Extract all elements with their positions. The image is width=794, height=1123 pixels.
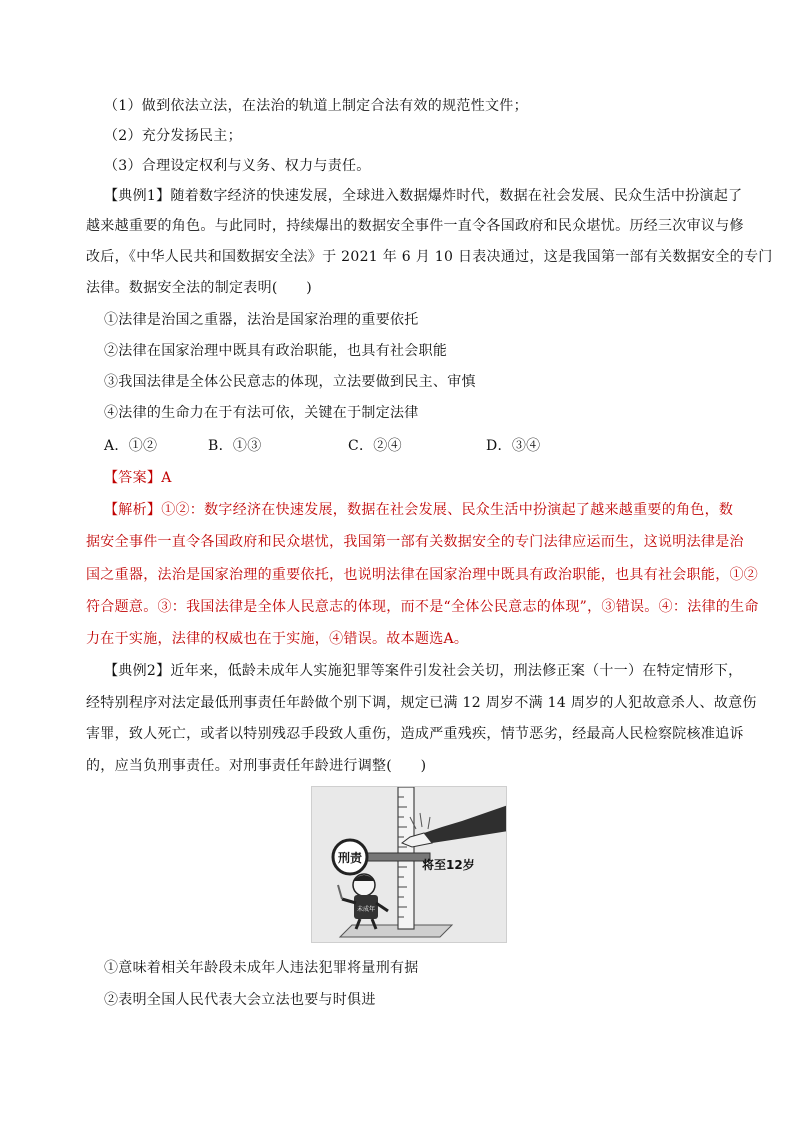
- intro-point-1: （1）做到依法立法，在法治的轨道上制定合法有效的规范性文件；: [104, 98, 528, 114]
- example2-stem-line-3: 害罪，致人死亡，或者以特别残忍手段致人重伤，造成严重残疾，情节恶劣，经最高人民检察院核准追诉: [86, 726, 744, 742]
- example1-stem-line-2: 越来越重要的角色。与此同时，持续爆出的数据安全事件一直令各国政府和民众堪忧。历经三次审议与修: [86, 218, 744, 234]
- example1-stem-text-1: 随着数字经济的快速发展，全球进入数据爆炸时代，数据在社会发展、民众生活中扮演起了: [170, 188, 743, 204]
- analysis-text-1: ①②：数字经济在快速发展，数据在社会发展、民众生活中扮演起了越来越重要的角色，数: [161, 502, 734, 518]
- analysis-line-5: 力在于实施，法律的权威也在于实施，④错误。故本题选A。: [86, 631, 469, 647]
- option-b: B．①③: [208, 438, 262, 454]
- example1-options: [104, 436, 724, 456]
- cartoon-illustration: [311, 786, 507, 943]
- option-c: C．②④: [348, 438, 402, 454]
- example2-stem-text-1: 近年来，低龄未成年人实施犯罪等案件引发社会关切，刑法修正案（十一）在特定情形下，: [170, 663, 743, 679]
- age-label: 将至12岁: [422, 858, 475, 872]
- analysis-line-3: 国之重器，法治是国家治理的重要依托，也说明法律在国家治理中既具有政治职能，也具有社会职能，①②: [86, 567, 759, 583]
- intro-point-2: （2）充分发扬民主；: [104, 128, 242, 144]
- cartoon-svg: [312, 787, 507, 943]
- example1-statement-2: ②法律在国家治理中既具有政治职能，也具有社会职能: [104, 343, 448, 359]
- example2-stem-line-2: 经特别程序对法定最低刑事责任年龄做个别下调，规定已满 12 周岁不满 14 周岁的人犯故意杀人、故意伤: [86, 695, 757, 711]
- analysis-line-1: [104, 500, 734, 520]
- answer-value: A: [161, 470, 172, 486]
- option-d: D．③④: [486, 438, 541, 454]
- shirt-label: 未成年: [356, 906, 376, 913]
- analysis-line-4: 符合题意。③：我国法律是全体人民意志的体现，而不是“全体公民意志的体现”，③错误。④：法律的生命: [86, 599, 759, 615]
- example2-label: 【典例2】: [104, 663, 171, 679]
- example2-statement-2: ②表明全国人民代表大会立法也要与时俱进: [104, 992, 376, 1008]
- analysis-line-2: 据安全事件一直令各国政府和民众堪忧，我国第一部有关数据安全的专门法律应运而生，这说明法律是治: [86, 534, 744, 550]
- example1-statement-1: ①法律是治国之重器，法治是国家治理的重要依托: [104, 312, 419, 328]
- example2-stem-line-4: 的，应当负刑事责任。对刑事责任年龄进行调整( ): [86, 758, 427, 774]
- answer-label: 【答案】: [104, 470, 162, 486]
- analysis-label: 【解析】: [104, 502, 162, 518]
- option-a: A．①②: [104, 438, 158, 454]
- example1-stem-line-3: 改后，《中华人民共和国数据安全法》于 2021 年 6 月 10 日表决通过，这是我国第一部有关数据安全的专门: [86, 249, 773, 265]
- example1-statement-3: ③我国法律是全体公民意志的体现，立法要做到民主、审慎: [104, 374, 476, 390]
- example1-stem-line-4: 法律。数据安全法的制定表明( ): [86, 280, 313, 296]
- sign-label: 刑责: [337, 851, 363, 865]
- example1-stem-line-1: [104, 186, 743, 206]
- example1-answer: [104, 468, 724, 488]
- example1-label: 【典例1】: [104, 188, 171, 204]
- example1-statement-4: ④法律的生命力在于有法可依，关键在于制定法律: [104, 405, 419, 421]
- intro-point-3: （3）合理设定权利与义务、权力与责任。: [104, 158, 371, 174]
- example2-stem-line-1: [104, 661, 743, 681]
- example2-statement-1: ①意味着相关年龄段未成年人违法犯罪将量刑有据: [104, 960, 419, 976]
